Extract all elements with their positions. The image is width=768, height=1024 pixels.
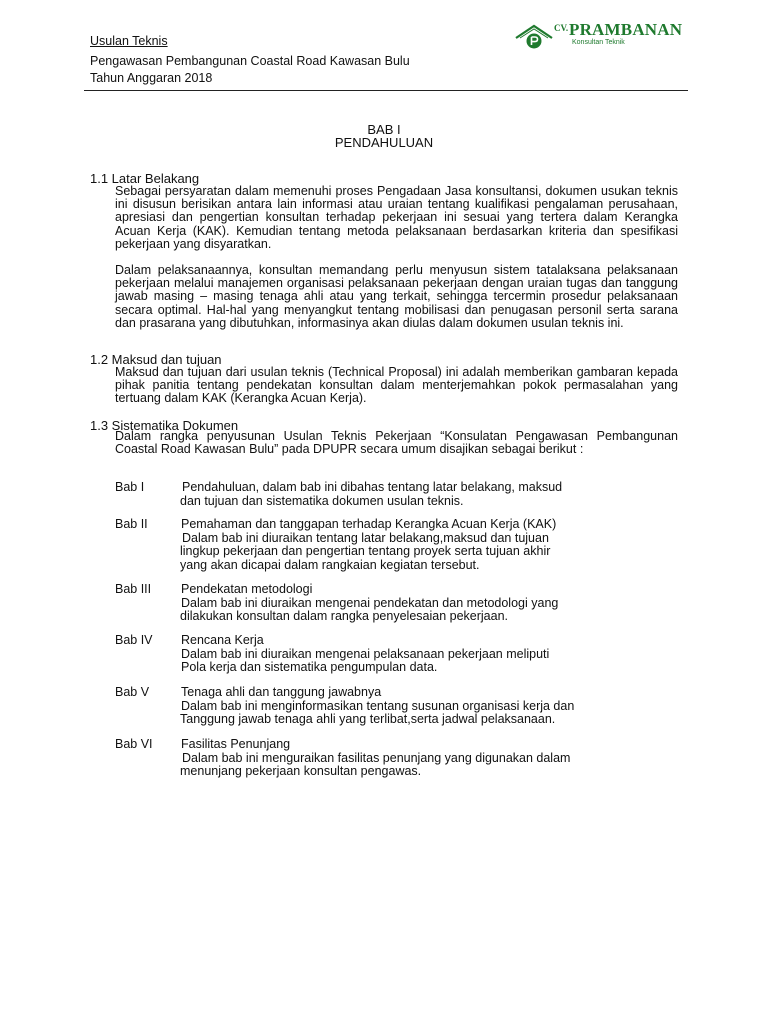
bab-label: Bab II	[115, 517, 148, 531]
bab-description	[180, 481, 562, 508]
bab-line: Dalam bab ini diuraikan mengenai pelaksanaan pekerjaan meliputi	[181, 646, 550, 661]
bab-line: Dalam bab ini menguraikan fasilitas penunjang yang digunakan dalam	[182, 750, 571, 765]
bab-label: Bab VI	[115, 737, 153, 751]
bab-line: Fasilitas Penunjang	[181, 737, 291, 751]
bab-description	[180, 518, 556, 572]
bab-line: Pendekatan metodologi	[181, 582, 313, 596]
section-paragraph: Sebagai persyaratan dalam memenuhi proses Pengadaan Jasa konsultansi, dokumen usukan teknis ini disusun berisikan antara lain informasi atau uraian tentang kualifikasi pengalaman perusahaan, apresiasi dan pengertian konsultan terhadap pekerjaan ini sesuai yang tertera dalam Kerangka Acuan Kerja (KAK). Kemudian tentang metoda pelaksanaan berdasarkan kriteria dan spesifikasi pekerjaan yang disyaratkan.	[115, 184, 678, 251]
bab-line: yang akan dicapai dalam rangkaian kegiatan tersebut.	[180, 557, 480, 572]
bab-line: Rencana Kerja	[181, 633, 264, 647]
bab-description	[180, 583, 558, 624]
section-title-maksud-tujuan: 1.2 Maksud dan tujuan	[90, 352, 222, 367]
header-doc-type: Usulan Teknis	[90, 34, 168, 48]
bab-line: Dalam bab ini diuraikan tentang latar belakang,maksud dan tujuan	[182, 530, 549, 545]
header-divider	[84, 90, 688, 91]
chapter-number: BAB I	[367, 122, 401, 137]
bab-description	[180, 634, 549, 675]
section-paragraph: Dalam rangka penyusunan Usulan Teknis Pekerjaan “Konsulatan Pengawasan Pembangunan Coastal Road Kawasan Bulu” pada DPUPR secara umum disajikan sebagai berikut :	[115, 429, 678, 457]
bab-label: Bab V	[115, 685, 150, 699]
logo-company-name: PRAMBANAN	[569, 20, 683, 39]
logo-tagline: Konsultan Teknik	[572, 39, 625, 46]
bab-line: dan tujuan dan sistematika dokumen usulan teknis.	[180, 493, 464, 508]
bab-line: Dalam bab ini menginformasikan tentang susunan organisasi kerja dan	[181, 698, 575, 713]
logo-mark-icon	[514, 22, 554, 50]
bab-line: Tenaga ahli dan tanggung jawabnya	[181, 685, 382, 699]
bab-description	[180, 686, 574, 727]
section-title-latar-belakang: 1.1 Latar Belakang	[90, 171, 200, 186]
bab-line: dilakukan konsultan dalam rangka penyelesaian pekerjaan.	[180, 609, 508, 623]
bab-label: Bab IV	[115, 633, 153, 647]
bab-line: menunjang pekerjaan konsultan pengawas.	[180, 764, 422, 778]
logo-prefix: CV.	[554, 23, 569, 33]
bab-label: Bab I	[115, 480, 145, 494]
bab-line: Pola kerja dan sistematika pengumpulan data.	[181, 660, 438, 674]
section-title-sistematika: 1.3 Sistematika Dokumen	[90, 418, 239, 433]
section-paragraph: Maksud dan tujuan dari usulan teknis (Technical Proposal) ini adalah memberikan gambaran kepada pihak panitia tentang pendekatan konsultan dalam menterjemahkan pokok permasalahan yang tertuang dalam KAK (Kerangka Acuan Kerja).	[115, 365, 678, 406]
bab-label: Bab III	[115, 582, 152, 596]
section-paragraph: Dalam pelaksanaannya, konsultan memandang perlu menyusun sistem tatalaksana pelaksanaan pekerjaan melalui manajemen organisasi pelaksanaan pekerjaan dengan uraian tugas dan tanggung jawab masing – masing tenaga ahli atau yang terkait, sehingga tercermin prosedur pelaksanaan secara optimal. Hal-hal yang menyangkut tentang mobilisasi dan penugasan personil serta sarana dan prasarana yang dibutuhkan, informasinya akan diulas dalam dokumen usulan teknis ini.	[115, 263, 678, 330]
header-fiscal-year: Tahun Anggaran 2018	[90, 71, 213, 85]
header-project-name: Pengawasan Pembangunan Coastal Road Kawasan Bulu	[90, 54, 410, 68]
chapter-title: PENDAHULUAN	[334, 135, 434, 150]
bab-line: Dalam bab ini diuraikan mengenai pendekatan dan metodologi yang	[181, 595, 559, 610]
bab-line: Pendahuluan, dalam bab ini dibahas tentang latar belakang, maksud	[182, 480, 563, 494]
company-logo	[514, 20, 694, 54]
bab-line: lingkup pekerjaan dan pengertian tentang proyek serta tujuan akhir	[180, 544, 551, 558]
bab-description	[180, 738, 570, 779]
bab-line: Tanggung jawab tenaga ahli yang terlibat,serta jadwal pelaksanaan.	[180, 712, 556, 726]
bab-line: Pemahaman dan tanggapan terhadap Kerangka Acuan Kerja (KAK)	[181, 517, 557, 531]
